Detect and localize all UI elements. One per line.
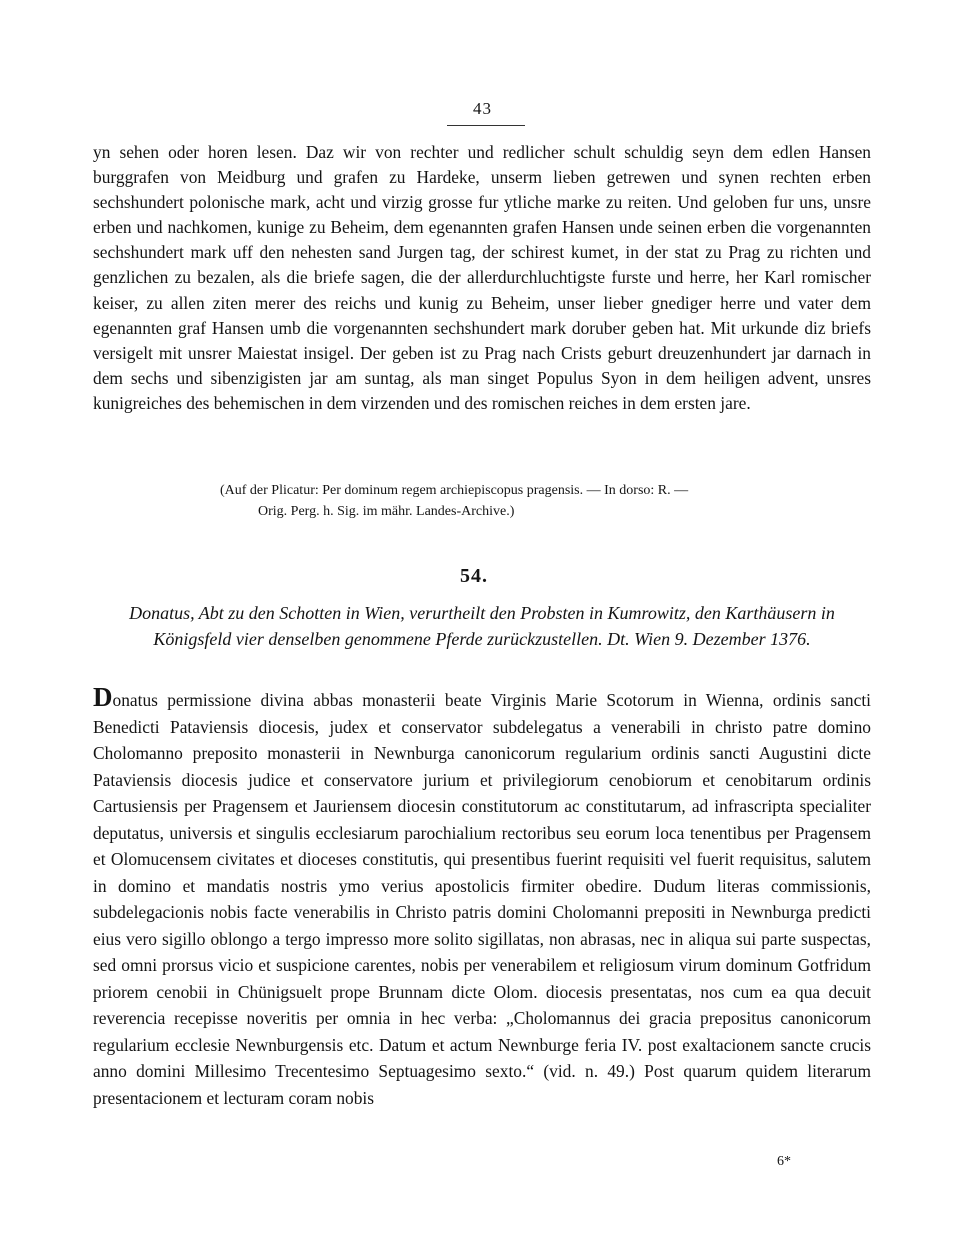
editorial-note (93, 480, 871, 522)
header-rule (447, 125, 525, 126)
charter-body: onatus permissione divina abbas monasterii beate Virginis Marie Scotorum in Wienna, ordinis sancti Benedicti Pataviensis diocesis, judex et conservator subdelegatus a venerabili in christo patre domino Cholomanno preposito monasterii in Newnburga canonicorum regularium ordinis sancti Augustini dicte Pataviensis diocesis judice et conservatore jurium et privilegiorum cenobiorum et cenobitarum ordinis Cartusiensis per Pragensem et Jauriensem diocesin constitutorum ac constitutarum, ad infrascripta specialiter deputatus, universis et singulis ecclesiarum parochialium rectoribus seu eorum loca tenentibus per Pragensem et Olomucensem civitates et dioceses constitutis, qui presentibus fuerint requisiti vel fuerit requisitus, salutem in domino et mandatis nostris ymo verius apostolicis firmiter obedire. Dudum literas commissionis, subdelegacionis nobis facte venerabilis in Christo patris domini Cholomanni prepositi in Newnburga predicti eius vero sigillo oblongo a tergo impresso more solito sigillatas, non abrasas, nec in aliqua sui parte suspectas, sed omni prorsus vicio et suspicione carentes, nobis per venerabilem et religiosum virum dominum Gotfridum priorem cenobii in Chünigsuelt prope Brunnam dicte Olom. diocesis presentatas, nos cum ea qua decuit reverencia recepisse noveritis per omnia in hec verba: „Cholomannus dei gracia prepositus canonicorum regularium ecclesie Newnburgensis etc. Datum et actum Newnburge feria IV. post exaltacionem sancte crucis anno domini Millesimo Trecentesimo Septuagesimo sexto.“ (vid. n. 49.) Post quarum quidem literarum presentacionem et lecturam coram nobis (93, 690, 871, 1108)
paragraph-continuation: yn sehen oder horen lesen. Daz wir von rechter und redlicher schult schuldig seyn dem edlen Hansen burggrafen von Meidburg und grafen zu Hardeke, unserm lieben getrewen und synen rechten erben sechshundert polonische mark, acht und virzig grosse fur ytliche marke zu reiten. Und geloben fur uns, unsre erben und nachkomen, kunige zu Beheim, dem egenannten grafen Hansen unde seinen erben die vorgenannten sechshundert mark uff den nehesten sand Jurgen tag, der schirest kumet, in der stat zu Prag zu richten und genzlichen zu bezalen, als die briefe sagen, die der allerdurchluchtigste furste und herre, her Karl romischer keiser, zu allen ziten merer des reichs und kunig zu Beheim, unser lieber gnediger herre und vater dem egenannten graf Hansen umb die vorgenannten sechshundert mark doruber geben hat. Mit urkunde diz briefs versigelt mit unsrer Maiestat insigel. Der geben ist zu Prag nach Crists geburt dreuzenhundert jar darnach in dem sechs und sibenzigisten jar am suntag, als man singet Populus Syon in dem heiligen advent, unsres kunigreiches des behemischen in dem virzenden und des romischen reiches in dem ersten jare. (93, 142, 871, 413)
page-number: 43 (473, 99, 492, 118)
printer-signature: 6* (777, 1154, 791, 1169)
document-regest: Donatus, Abt zu den Schotten in Wien, verurtheilt den Probsten in Kumrowitz, den Karthäusern in Königsfeld vier denselben genommene Pferde zurückzustellen. Dt. Wien 9. Dezember 1376. (129, 603, 835, 649)
initial-letter: D (93, 682, 113, 712)
editorial-note-line-1: (Auf der Plicatur: Per dominum regem archiepiscopus pragensis. — In dorso: R. — (220, 483, 689, 498)
document-number: 54. (460, 565, 488, 587)
charter-text (93, 682, 871, 1111)
editorial-note-line-2: Orig. Perg. h. Sig. im mähr. Landes-Archive.) (258, 504, 515, 519)
